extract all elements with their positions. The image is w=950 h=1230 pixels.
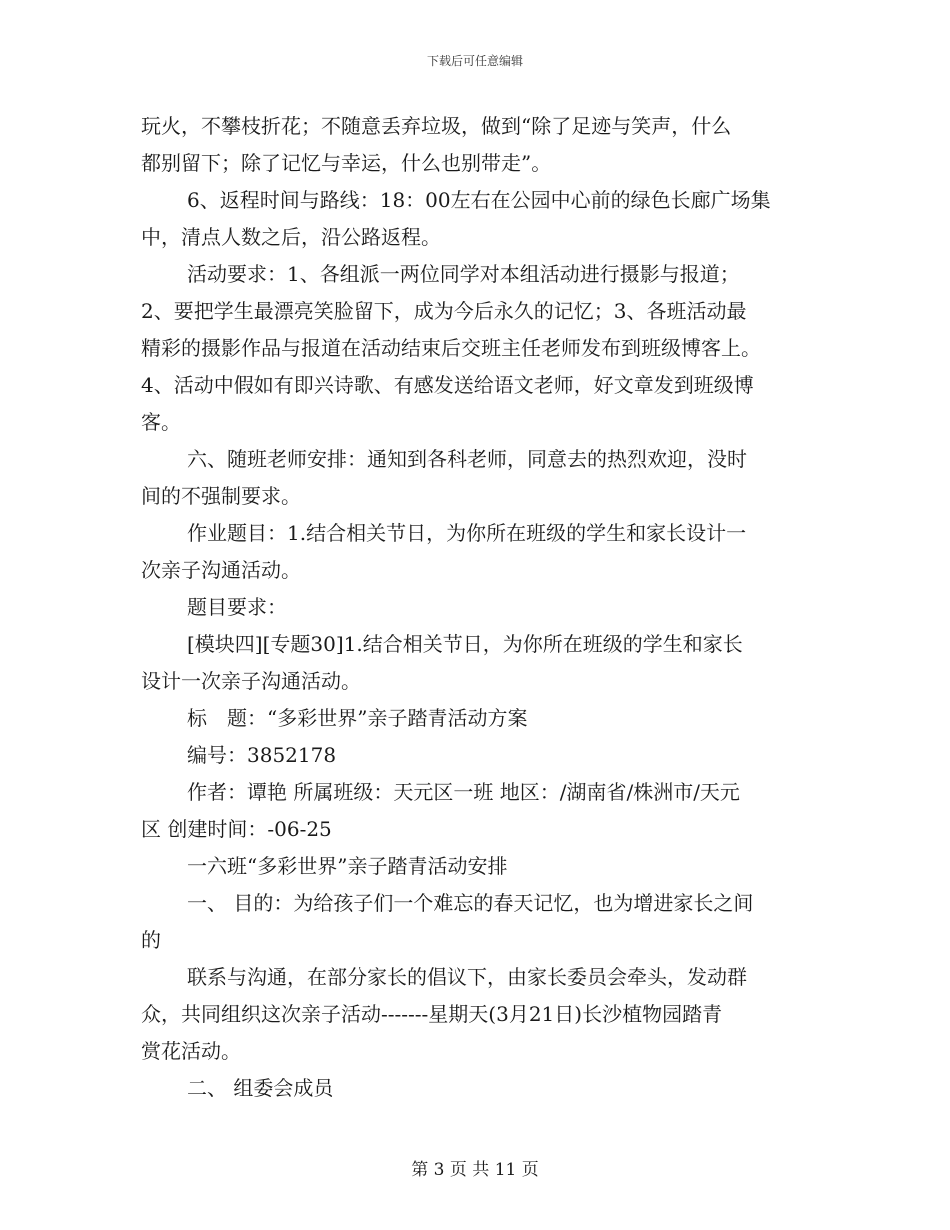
text-line: 间的不强制要求。 <box>141 484 301 508</box>
text-line: 精彩的摄影作品与报道在活动结束后交班主任老师发布到班级博客上。 <box>141 336 761 360</box>
text-line: 二、 组委会成员 <box>187 1076 334 1100</box>
text-line: 一、 目的：为给孩子们一个难忘的春天记忆，也为增进家长之间 <box>187 891 754 915</box>
text-line: [模块四][专题30]1.结合相关节日，为你所在班级的学生和家长 <box>187 632 743 656</box>
text-line: 六、随班老师安排：通知到各科老师，同意去的热烈欢迎，没时 <box>187 447 747 471</box>
page-header: 下载后可任意编辑 <box>426 54 523 68</box>
text-line: 玩火，不攀枝折花；不随意丢弃垃圾，做到“除了足迹与笑声，什么 <box>141 114 732 138</box>
text-line: 设计一次亲子沟通活动。 <box>141 669 361 693</box>
text-line: 2、要把学生最漂亮笑脸留下，成为今后永久的记忆；3、各班活动最 <box>141 299 747 323</box>
text-line: 客。 <box>141 410 181 434</box>
text-line: 活动要求：1、各组派一两位同学对本组活动进行摄影与报道； <box>187 262 740 286</box>
text-line: 6、返程时间与路线：18：00左右在公园中心前的绿色长廊广场集 <box>187 188 771 212</box>
document-body <box>141 108 811 1107</box>
text-line: 次亲子沟通活动。 <box>141 558 301 582</box>
text-line: 众，共同组织这次亲子活动-------星期天(3月21日)长沙植物园踏青 <box>141 1002 723 1026</box>
text-line: 联系与沟通，在部分家长的倡议下，由家长委员会牵头，发动群 <box>187 965 747 989</box>
text-line: 都别留下；除了记忆与幸运，什么也别带走”。 <box>141 151 552 175</box>
text-line: 的 <box>141 928 161 952</box>
text-line: 中，清点人数之后，沿公路返程。 <box>141 225 441 249</box>
text-line: 题目要求： <box>187 595 287 619</box>
text-line: 一六班“多彩世界”亲子踏青活动安排 <box>187 854 508 878</box>
text-line: 标 题：“多彩世界”亲子踏青活动方案 <box>187 706 528 730</box>
text-line: 区 创建时间：-06-25 <box>141 817 332 841</box>
text-line: 作业题目：1.结合相关节日，为你所在班级的学生和家长设计一 <box>187 521 747 545</box>
text-line: 编号：3852178 <box>187 743 337 767</box>
text-line: 赏花活动。 <box>141 1039 241 1063</box>
text-line: 4、活动中假如有即兴诗歌、有感发送给语文老师，好文章发到班级博 <box>141 373 754 397</box>
page-footer: 第 3 页 共 11 页 <box>411 1160 539 1180</box>
text-line: 作者：谭艳 所属班级：天元区一班 地区：/湖南省/株洲市/天元 <box>187 780 740 804</box>
